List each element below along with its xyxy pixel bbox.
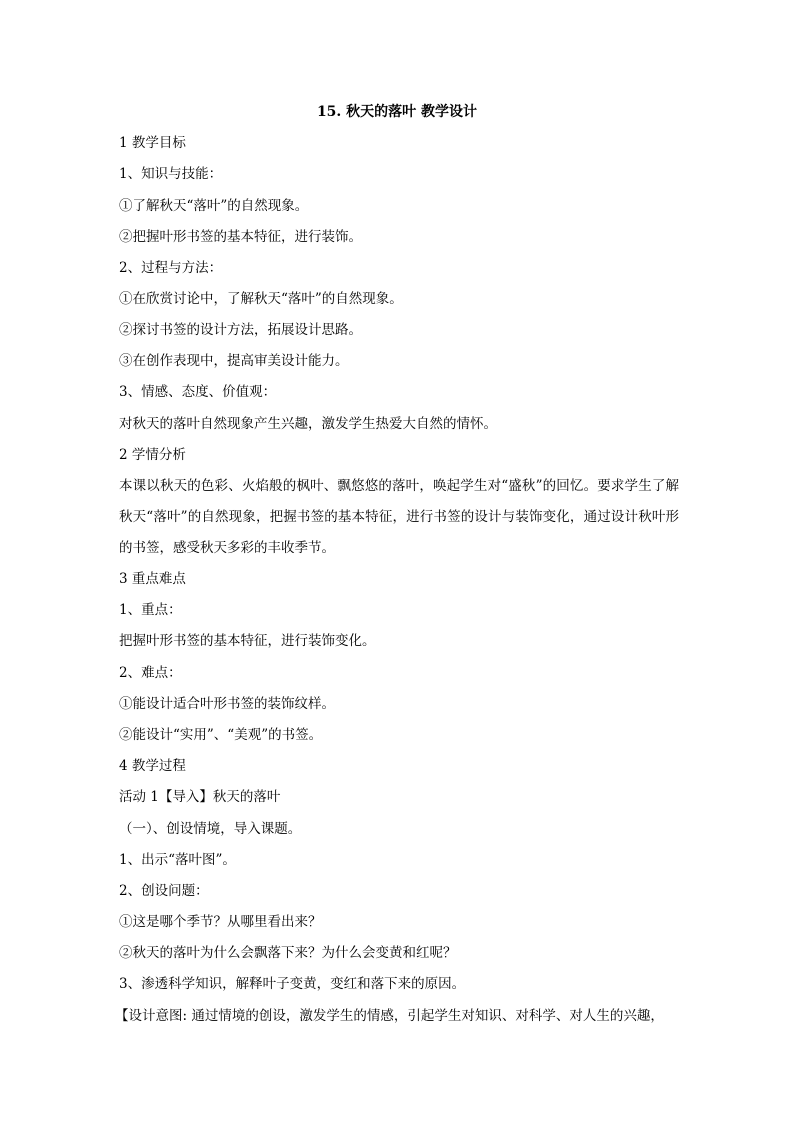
- activity-heading: 活动 1【导入】秋天的落叶: [119, 789, 281, 805]
- list-item: ②秋天的落叶为什么会飘落下来？为什么会变黄和红呢？: [119, 945, 457, 961]
- subheading-key-point: 1、重点：: [119, 602, 182, 618]
- list-item: 3、渗透科学知识，解释叶子变黄，变红和落下来的原因。: [119, 976, 466, 992]
- subheading-process-methods: 2、过程与方法：: [119, 260, 223, 276]
- subheading-knowledge-skills: 1、知识与技能：: [119, 166, 223, 182]
- list-item: 1、出示“落叶图”。: [119, 852, 236, 868]
- document-title: 15. 秋天的落叶 教学设计: [316, 104, 478, 120]
- list-item: ③在创作表现中，提高审美设计能力。: [119, 353, 349, 369]
- list-item: 2、创设问题：: [119, 883, 209, 899]
- list-item: ②能设计“实用”、“美观”的书签。: [119, 727, 323, 743]
- body-text: 对秋天的落叶自然现象产生兴趣，激发学生热爱大自然的情怀。: [119, 416, 497, 432]
- section-heading-process: 4 教学过程: [119, 758, 186, 774]
- list-item: ①这是哪个季节？从哪里看出来？: [119, 914, 322, 930]
- section-heading-objectives: 1 教学目标: [119, 135, 186, 151]
- body-text: 把握叶形书签的基本特征，进行装饰变化。: [119, 633, 376, 649]
- list-item: ①了解秋天“落叶”的自然现象。: [119, 198, 309, 214]
- subheading-emotion-values: 3、情感、态度、价值观：: [119, 384, 277, 400]
- design-intent-text: 【设计意图: 通过情境的创设，激发学生的情感，引起学生对知识、对科学、对人生的兴趣，: [115, 1008, 664, 1024]
- list-item: ②把握叶形书签的基本特征，进行装饰。: [119, 229, 362, 245]
- section-heading-analysis: 2 学情分析: [119, 447, 186, 463]
- subheading-difficulty: 2、难点：: [119, 665, 182, 681]
- section-heading-key-points: 3 重点难点: [119, 571, 186, 587]
- analysis-paragraph: 本课以秋天的色彩、火焰般的枫叶、飘悠悠的落叶，唤起学生对“盛秋”的回忆。要求学生了解秋天“落叶”的自然现象，把握书签的基本特征，进行书签的设计与装饰变化，通过设计秋叶形的书签，感受秋天多彩的丰收季节。: [119, 478, 679, 556]
- list-item: ①在欣赏讨论中，了解秋天“落叶”的自然现象。: [119, 291, 403, 307]
- list-item: ②探讨书签的设计方法，拓展设计思路。: [119, 322, 362, 338]
- list-item: ①能设计适合叶形书签的装饰纹样。: [119, 696, 335, 712]
- subheading-situation: （一）、创设情境，导入课题。: [119, 821, 302, 837]
